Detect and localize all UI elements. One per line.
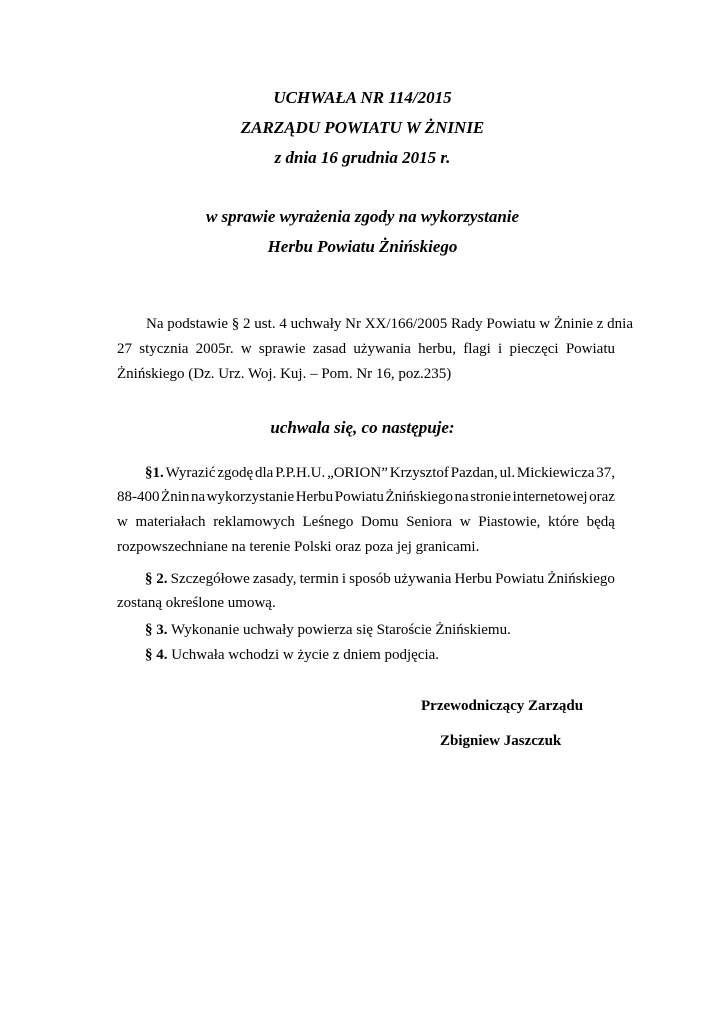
preamble-line-2-word: pieczęci bbox=[509, 341, 559, 357]
section-2-line-1-word: sposób bbox=[349, 571, 391, 587]
section-1-line-2 bbox=[117, 485, 615, 509]
resolution-title: UCHWAŁA NR 114/2015 bbox=[273, 88, 452, 107]
section-1-line-3-word: reklamowych bbox=[213, 514, 295, 530]
section-1-line-4: rozpowszechniane na terenie Polski oraz poza jej granicami. bbox=[117, 539, 480, 555]
section-1-line-1-word: Mickiewicza bbox=[516, 465, 595, 481]
preamble-line-2-word: sprawie bbox=[258, 341, 306, 357]
section-2-label: § 2. bbox=[145, 571, 168, 587]
preamble-line-2-word: Powiatu bbox=[565, 341, 615, 357]
preamble-line-2-word: i bbox=[498, 341, 503, 357]
resolution-date: z dnia 16 grudnia 2015 r. bbox=[274, 148, 451, 167]
preamble-line-2-word: 2005r. bbox=[195, 341, 234, 357]
section-2-line-2: zostaną określone umową. bbox=[117, 595, 276, 611]
section-2-line-1-word: używania bbox=[393, 571, 452, 587]
section-1-line-3-word: będą bbox=[586, 514, 615, 530]
section-4 bbox=[145, 643, 439, 667]
section-1-line-1-word: Krzysztof bbox=[389, 465, 449, 481]
section-4-text: Uchwała wchodzi w życie z dniem podjęcia. bbox=[171, 647, 440, 663]
section-1-line-3-word: Domu bbox=[361, 514, 399, 530]
section-1-line-1-word: 37, bbox=[596, 465, 615, 481]
preamble-line-2-word: flagi bbox=[463, 341, 491, 357]
preamble-line-2-word: herbu, bbox=[418, 341, 457, 357]
issuing-body: ZARZĄDU POWIATU W ŻNINIE bbox=[240, 118, 485, 137]
signatory-name: Zbigniew Jaszczuk bbox=[440, 733, 562, 749]
section-1-line-2-word: na bbox=[454, 489, 469, 505]
section-1-line-2-word: Herbu bbox=[295, 489, 334, 505]
section-1-line-1-word: P.P.H.U. bbox=[275, 465, 326, 481]
section-2-line-1-word: Herbu bbox=[454, 571, 492, 587]
section-1-line-2-word: internetowej bbox=[512, 489, 588, 505]
section-1-line-3-word: w bbox=[117, 514, 128, 530]
section-1-line-1-word: dla bbox=[255, 465, 274, 481]
section-2-line-1 bbox=[145, 567, 615, 591]
section-2-line-1-word: termin bbox=[299, 571, 339, 587]
section-1-line-3-word: materiałach bbox=[135, 514, 206, 530]
section-3 bbox=[145, 618, 511, 642]
section-1-line-1 bbox=[145, 461, 615, 485]
section-1-line-3-word: w bbox=[459, 514, 471, 530]
section-1-line-2-word: Żnińskiego bbox=[385, 489, 453, 505]
section-2-line-1-word: zasady, bbox=[252, 571, 297, 587]
section-1-line-2-word: 88-400 bbox=[117, 489, 160, 505]
section-1-line-1-word: Pazdan, bbox=[450, 465, 498, 481]
section-1-line-3-word: Seniora bbox=[406, 514, 453, 530]
section-1-line-1-word: Wyrazić bbox=[165, 465, 216, 481]
preamble-line-2-word: używania bbox=[353, 341, 411, 357]
section-1-line-3-word: które bbox=[548, 514, 579, 530]
section-1-line-2-word: Powiatu bbox=[334, 489, 384, 505]
section-1-line-1-word: zgodę bbox=[217, 465, 254, 481]
preamble-line-2-word: zasad bbox=[312, 341, 347, 357]
section-1-line-3-word: Piastowie, bbox=[478, 514, 541, 530]
section-1-line-2-word: Żnin bbox=[161, 489, 190, 505]
section-2-line-1-word: Szczegółowe bbox=[170, 571, 250, 587]
section-1-line-3 bbox=[117, 510, 615, 534]
section-3-label: § 3. bbox=[145, 622, 168, 638]
signatory-role: Przewodniczący Zarządu bbox=[421, 698, 584, 714]
section-2-line-1-word: i bbox=[341, 571, 346, 587]
section-1-line-1-word: „ORION” bbox=[327, 465, 388, 481]
section-2-line-1-word: Żnińskiego bbox=[547, 571, 615, 587]
section-1-line-2-word: wykorzystanie bbox=[206, 489, 295, 505]
preamble-line-2 bbox=[117, 337, 615, 361]
section-1-line-1-word: ul. bbox=[499, 465, 516, 481]
subject-line-2: Herbu Powiatu Żnińskiego bbox=[267, 237, 458, 256]
section-1-line-2-word: na bbox=[190, 489, 206, 505]
preamble-line-2-word: stycznia bbox=[139, 341, 189, 357]
subject-line-1: w sprawie wyrażenia zgody na wykorzystanie bbox=[205, 207, 520, 226]
section-4-label: § 4. bbox=[145, 647, 168, 663]
section-1-line-3-word: Leśnego bbox=[302, 514, 354, 530]
section-3-text: Wykonanie uchwały powierza się Staroście Żnińskiemu. bbox=[170, 622, 511, 638]
preamble-line-1: Na podstawie § 2 ust. 4 uchwały Nr XX/166/2005 Rady Powiatu w Żninie z dnia bbox=[146, 316, 634, 332]
section-1-label: §1. bbox=[145, 465, 164, 481]
preamble-line-2-word: 27 bbox=[117, 341, 132, 357]
preamble-line-2-word: w bbox=[240, 341, 252, 357]
section-1-line-2-word: oraz bbox=[589, 489, 615, 505]
section-1-line-2-word: stronie bbox=[470, 489, 512, 505]
resolves-heading: uchwala się, co następuje: bbox=[270, 418, 455, 437]
section-2-line-1-word: Powiatu bbox=[495, 571, 545, 587]
preamble-line-3: Żnińskiego (Dz. Urz. Woj. Kuj. – Pom. Nr 16, poz.235) bbox=[117, 366, 452, 382]
